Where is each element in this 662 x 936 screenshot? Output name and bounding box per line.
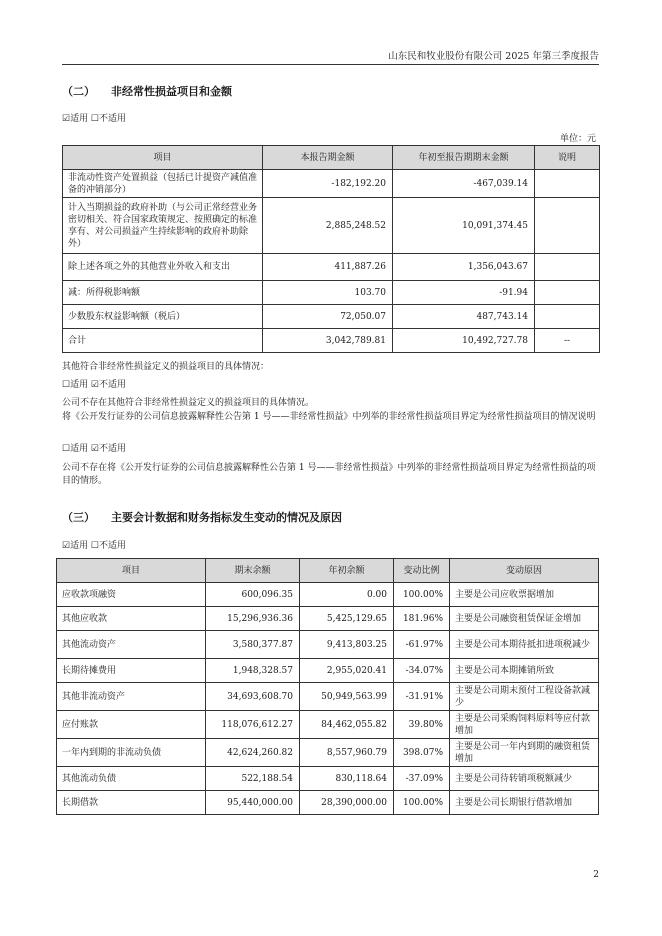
section2-applicability: ☑适用 ☐不适用 (62, 114, 126, 124)
begin-balance-cell: 5,425,129.65 (300, 607, 394, 631)
table-row (63, 254, 600, 281)
col-header-end-balance: 期末余额 (206, 559, 300, 583)
section3-heading (62, 509, 342, 525)
section3-applicability: ☑适用 ☐不适用 (62, 541, 126, 551)
report-header: 山东民和牧业股份有限公司 2025 年第三季度报告 (388, 51, 599, 62)
change-ratio-cell: 181.96% (394, 607, 450, 631)
changes-table (56, 558, 599, 815)
other-items-applicability: ☐适用 ☑不适用 (62, 380, 126, 390)
note-cell (535, 281, 600, 305)
end-balance-cell: 15,296,936.36 (206, 607, 300, 631)
table-row (57, 711, 599, 739)
ytd-amount-cell: 10,492,727.78 (393, 329, 535, 353)
unit-label: 单位：元 (559, 134, 596, 144)
change-ratio-cell: -61.97% (394, 631, 450, 659)
section2-number: （二） (62, 85, 95, 98)
item-cell: 其他应收款 (57, 607, 206, 631)
rule-applicability: ☐适用 ☑不适用 (62, 444, 126, 454)
other-items-note: 其他符合非经常性损益定义的损益项目的具体情况： (62, 362, 270, 372)
table-row (57, 607, 599, 631)
col-header-item: 项目 (63, 146, 263, 170)
note-cell: -- (535, 329, 600, 353)
change-reason-cell: 主要是公司一年内到期的融资租赁增加 (450, 739, 599, 767)
ytd-amount-cell: 10,091,374.45 (393, 198, 535, 254)
ytd-amount-cell: -467,039.14 (393, 170, 535, 198)
change-reason-cell: 主要是公司应收票据增加 (450, 583, 599, 607)
change-ratio-cell: 100.00% (394, 791, 450, 815)
change-ratio-cell: 398.07% (394, 739, 450, 767)
other-items-text: 公司不存在其他符合非经常性损益定义的损益项目的具体情况。 (62, 398, 315, 408)
item-cell: 长期待摊费用 (57, 659, 206, 683)
table-row (57, 631, 599, 659)
change-reason-cell: 主要是公司期末预付工程设备款减少 (450, 683, 599, 711)
begin-balance-cell: 50,949,563.99 (300, 683, 394, 711)
ytd-amount-cell: 487,743.14 (393, 305, 535, 329)
current-amount-cell: 2,885,248.52 (263, 198, 393, 254)
section3-title: 主要会计数据和财务指标发生变动的情况及原因 (111, 511, 342, 524)
item-cell: 其他流动资产 (57, 631, 206, 659)
note-cell (535, 254, 600, 281)
change-ratio-cell: 100.00% (394, 583, 450, 607)
note-cell (535, 305, 600, 329)
nonrecurring-table (62, 145, 600, 353)
col-header-change-reason: 变动原因 (450, 559, 599, 583)
change-reason-cell: 主要是公司长期银行借款增加 (450, 791, 599, 815)
ytd-amount-cell: 1,356,043.67 (393, 254, 535, 281)
current-amount-cell: 72,050.07 (263, 305, 393, 329)
begin-balance-cell: 84,462,055.82 (300, 711, 394, 739)
col-header-begin-balance: 年初余额 (300, 559, 394, 583)
current-amount-cell: -182,192.20 (263, 170, 393, 198)
item-cell: 应付账款 (57, 711, 206, 739)
table-row (63, 198, 600, 254)
change-ratio-cell: -31.91% (394, 683, 450, 711)
end-balance-cell: 95,440,000.00 (206, 791, 300, 815)
current-amount-cell: 103.70 (263, 281, 393, 305)
header-divider (62, 64, 599, 65)
item-cell: 除上述各项之外的其他营业外收入和支出 (63, 254, 263, 281)
table-row (63, 170, 600, 198)
item-cell: 减：所得税影响额 (63, 281, 263, 305)
col-header-current: 本报告期金额 (263, 146, 393, 170)
item-cell: 应收款项融资 (57, 583, 206, 607)
begin-balance-cell: 830,118.64 (300, 767, 394, 791)
item-cell: 合计 (63, 329, 263, 353)
col-header-item: 项目 (57, 559, 206, 583)
change-ratio-cell: -37.09% (394, 767, 450, 791)
change-reason-cell: 主要是公司采购饲料原料等应付款增加 (450, 711, 599, 739)
end-balance-cell: 600,096.35 (206, 583, 300, 607)
note-cell (535, 198, 600, 254)
end-balance-cell: 34,693,608.70 (206, 683, 300, 711)
table-row (57, 767, 599, 791)
rule-note: 将《公开发行证券的公司信息披露解释性公告第 1 号——非经常性损益》中列举的非经常性损益项目界定为经常性损益项目的情况说明 (62, 412, 596, 422)
begin-balance-cell: 2,955,020.41 (300, 659, 394, 683)
col-header-note: 说明 (535, 146, 600, 170)
col-header-change-ratio: 变动比例 (394, 559, 450, 583)
item-cell: 长期借款 (57, 791, 206, 815)
item-cell: 计入当期损益的政府补助（与公司正常经营业务密切相关、符合国家政策规定、按照确定的标准享有、对公司损益产生持续影响的政府补助除外） (63, 198, 263, 254)
note-cell (535, 170, 600, 198)
table-row (57, 683, 599, 711)
item-cell: 其他非流动资产 (57, 683, 206, 711)
begin-balance-cell: 8,557,960.79 (300, 739, 394, 767)
page-number: 2 (593, 870, 599, 880)
item-cell: 少数股东权益影响额（税后） (63, 305, 263, 329)
table-row (63, 305, 600, 329)
table-row (57, 739, 599, 767)
section2-title: 非经常性损益项目和金额 (111, 85, 232, 98)
change-ratio-cell: -34.07% (394, 659, 450, 683)
section3-number: （三） (62, 511, 95, 524)
table-row (63, 281, 600, 305)
begin-balance-cell: 9,413,803.25 (300, 631, 394, 659)
rule-text: 公司不存在将《公开发行证券的公司信息披露解释性公告第 1 号——非经常性损益》中列举的非经常性损益项目界定为经常性损益的项目的情形。 (62, 463, 596, 486)
col-header-ytd: 年初至报告期期末金额 (393, 146, 535, 170)
item-cell: 其他流动负债 (57, 767, 206, 791)
current-amount-cell: 411,887.26 (263, 254, 393, 281)
table-row (63, 329, 600, 353)
end-balance-cell: 1,948,328.57 (206, 659, 300, 683)
current-amount-cell: 3,042,789.81 (263, 329, 393, 353)
end-balance-cell: 522,188.54 (206, 767, 300, 791)
end-balance-cell: 118,076,612.27 (206, 711, 300, 739)
begin-balance-cell: 0.00 (300, 583, 394, 607)
table-row (57, 583, 599, 607)
change-ratio-cell: 39.80% (394, 711, 450, 739)
change-reason-cell: 主要是公司待转销项税额减少 (450, 767, 599, 791)
change-reason-cell: 主要是公司本期摊销所致 (450, 659, 599, 683)
table-row (57, 791, 599, 815)
change-reason-cell: 主要是公司融资租赁保证金增加 (450, 607, 599, 631)
change-reason-cell: 主要是公司本期待抵扣进项税减少 (450, 631, 599, 659)
table-row (57, 659, 599, 683)
begin-balance-cell: 28,390,000.00 (300, 791, 394, 815)
ytd-amount-cell: -91.94 (393, 281, 535, 305)
end-balance-cell: 3,580,377.87 (206, 631, 300, 659)
item-cell: 非流动性资产处置损益（包括已计提资产减值准备的冲销部分） (63, 170, 263, 198)
section2-heading (62, 83, 232, 99)
item-cell: 一年内到期的非流动负债 (57, 739, 206, 767)
end-balance-cell: 42,624,260.82 (206, 739, 300, 767)
